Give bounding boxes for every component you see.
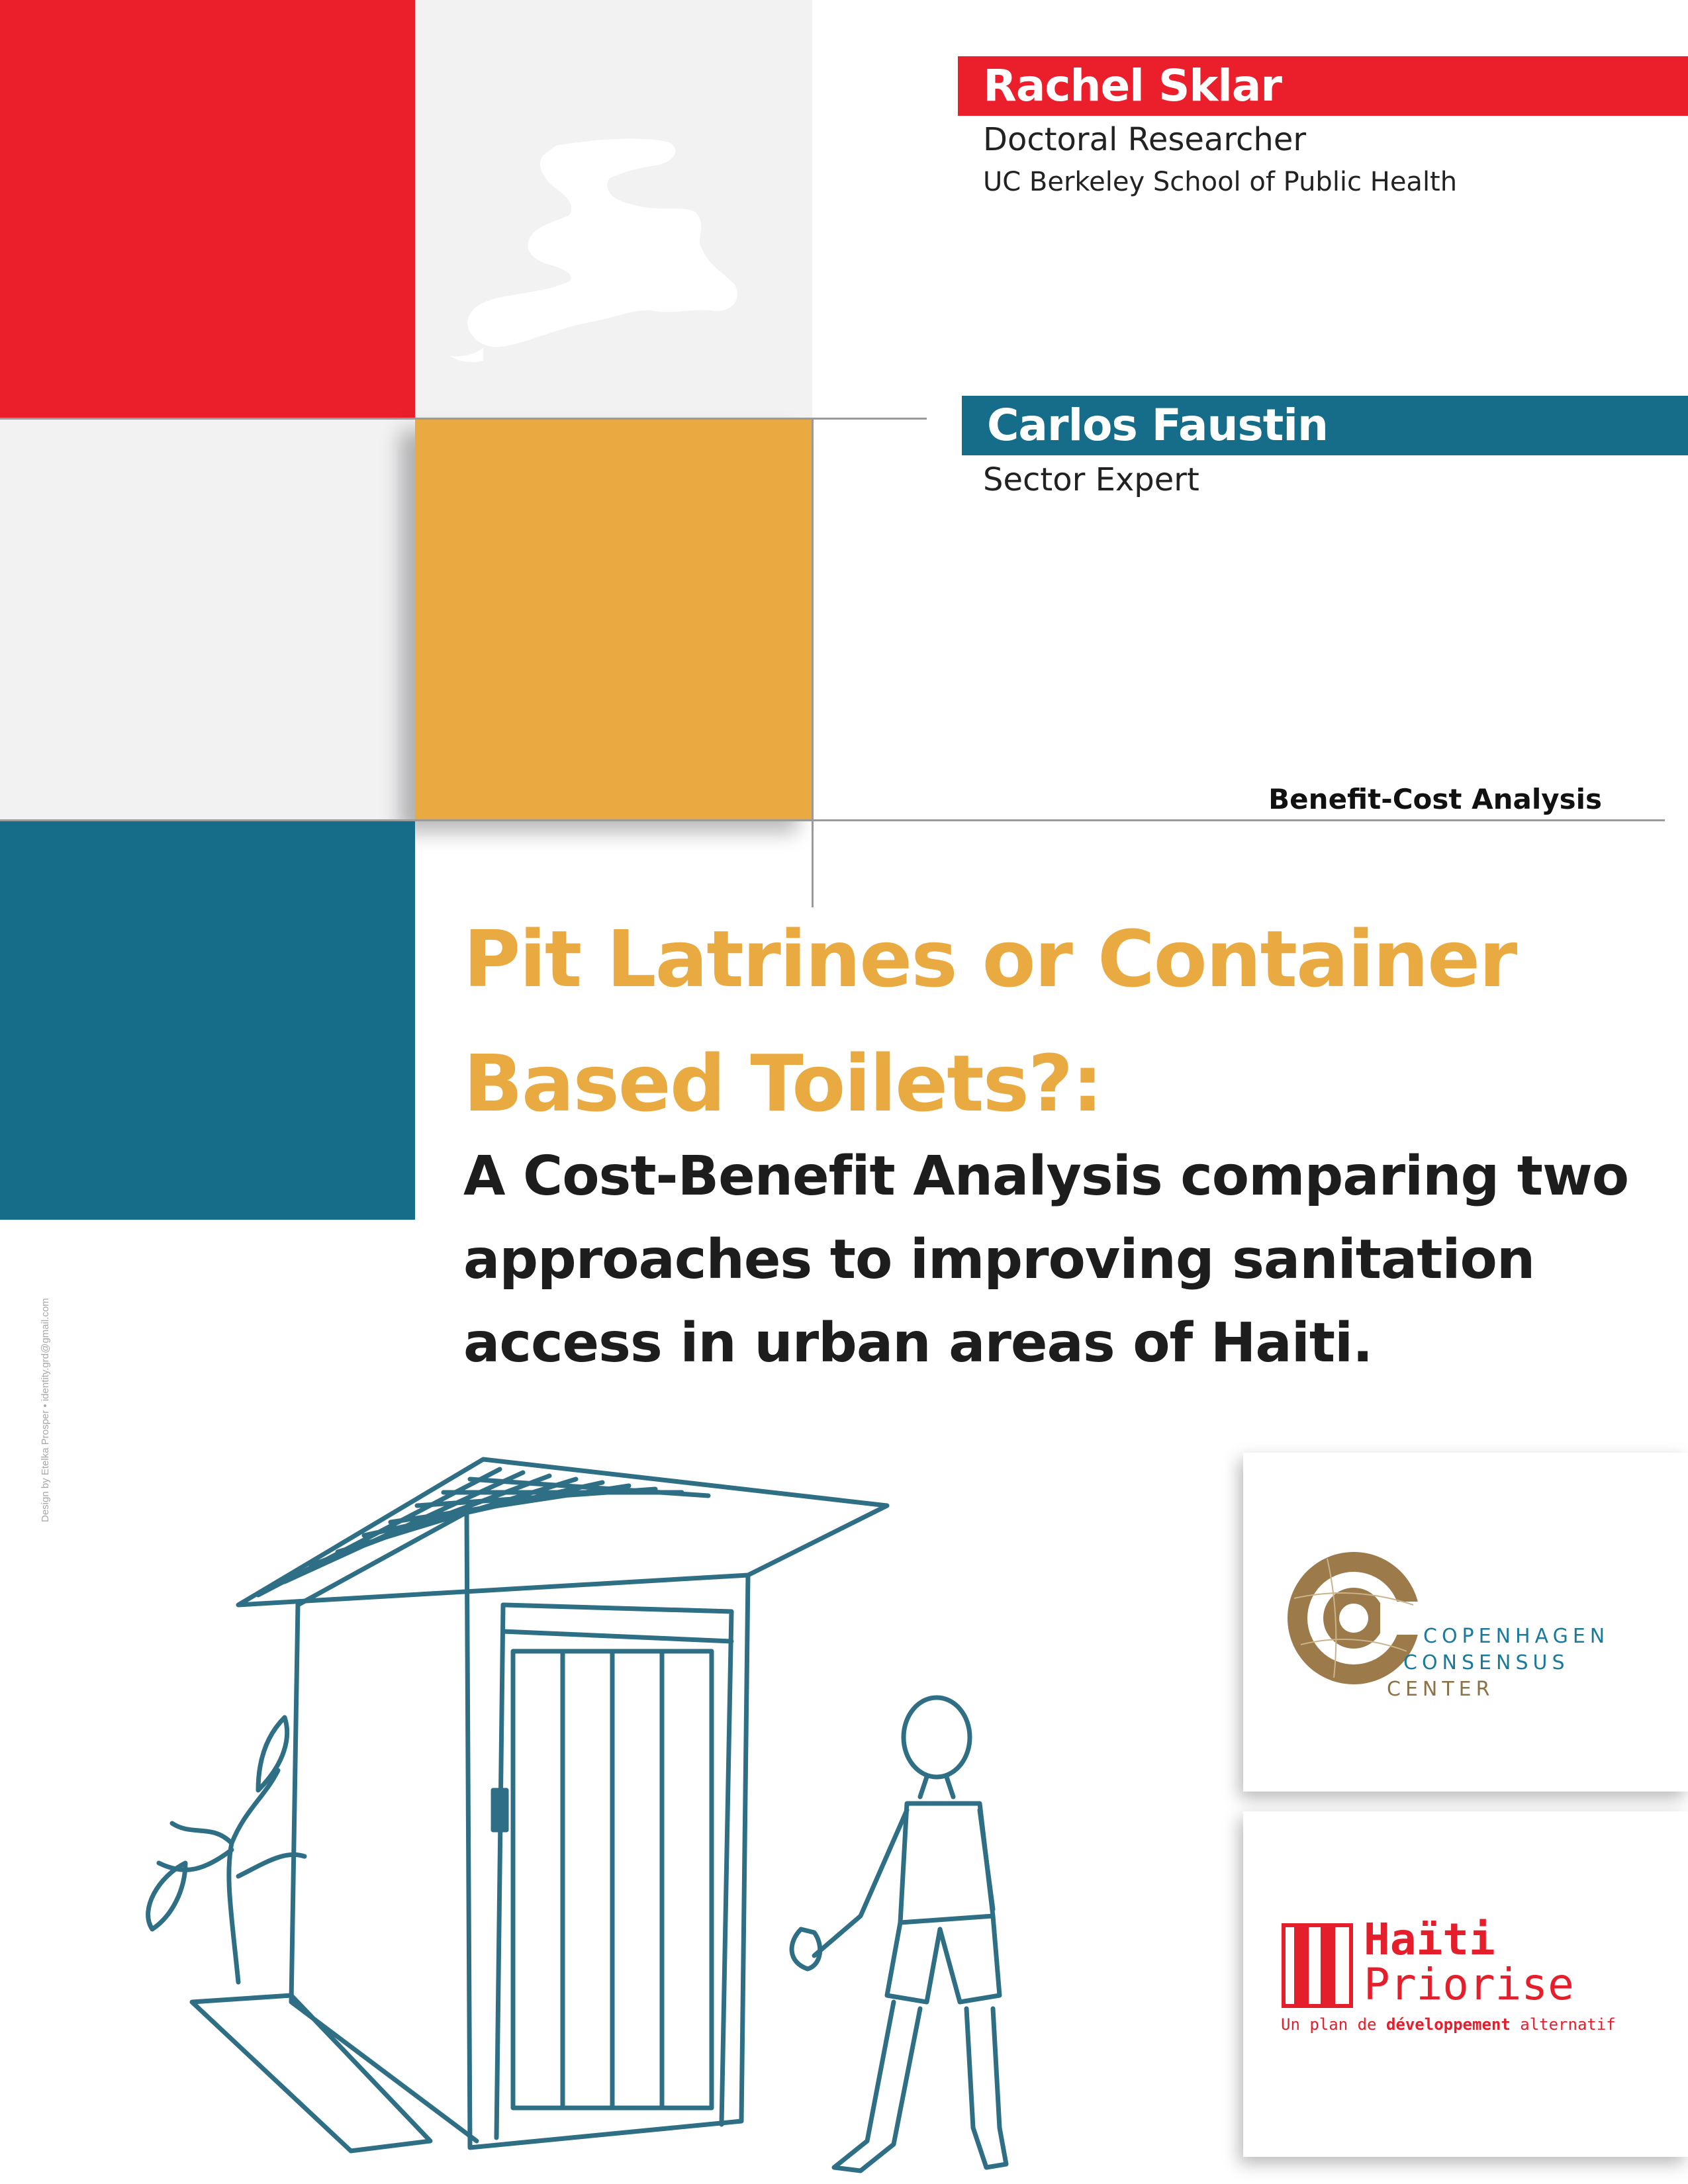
grid-line-v1 (812, 418, 814, 907)
haiti-priorise-tagline: Un plan de développement alternatif (1281, 2015, 1616, 2034)
orange-block (415, 418, 812, 819)
gray-block-left (0, 418, 415, 819)
haiti-priorise-line2: Priorise (1364, 1959, 1574, 2010)
haiti-priorise-line1: Haïti (1364, 1914, 1495, 1965)
page-subtitle: A Cost-Benefit Analysis comparing two approaches to improving sanitation access in urban areas of Haiti. (463, 1145, 1629, 1375)
haiti-priorise-emblem-icon (1281, 1923, 1354, 2009)
haiti-map-icon (444, 132, 761, 371)
ccc-line3: CENTER (1387, 1678, 1495, 1701)
series-label: Benefit-Cost Analysis (1268, 783, 1602, 815)
red-block (0, 0, 415, 418)
grid-line-h1 (0, 418, 927, 420)
design-credit: Design by Etelka Prosper • identity.grd@gmail.com (40, 1298, 51, 1522)
ccc-line2: CONSENSUS (1403, 1651, 1570, 1674)
author-name-1: Rachel Sklar (958, 56, 1688, 116)
blue-block (0, 819, 415, 1220)
page-title: Pit Latrines or Container Based Toilets?: (463, 913, 1517, 1129)
latrine-sketch-illustration (132, 1453, 1026, 2184)
grid-line-h2 (0, 819, 1665, 821)
ccc-line1: COPENHAGEN (1423, 1625, 1610, 1648)
author-role-2: Sector Expert (983, 461, 1199, 498)
author-role-1: Doctoral Researcher (983, 121, 1307, 158)
author-name-2: Carlos Faustin (962, 396, 1688, 455)
author-affiliation-1: UC Berkeley School of Public Health (983, 167, 1458, 197)
